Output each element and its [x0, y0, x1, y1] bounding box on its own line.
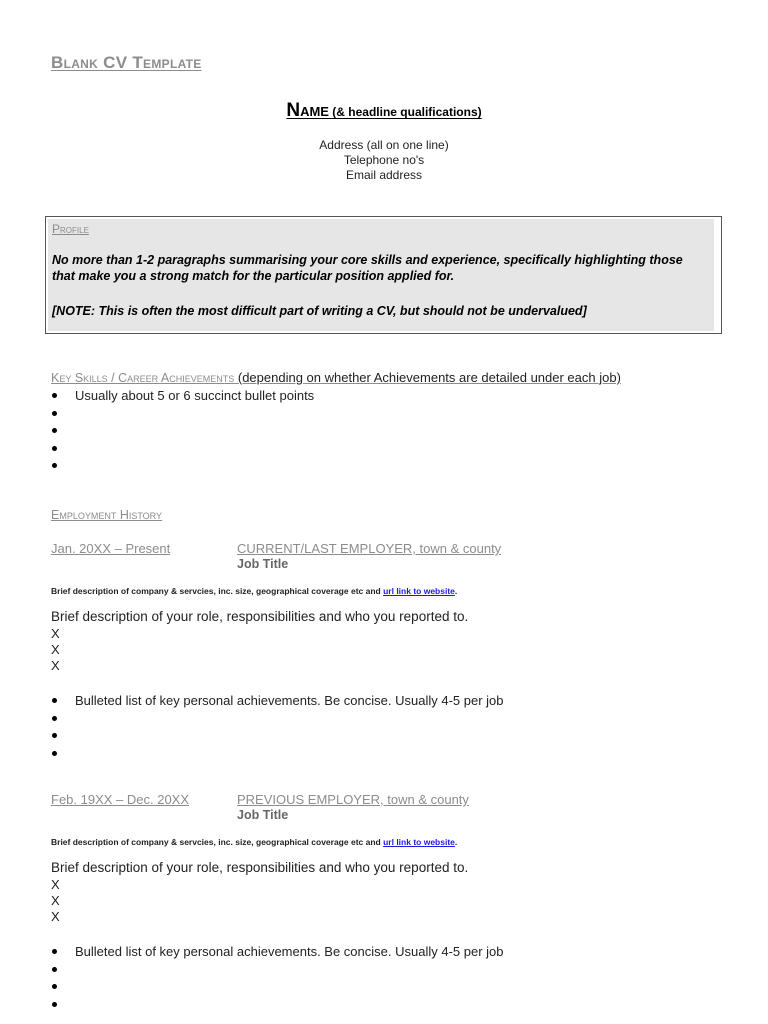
achievements-list: [51, 943, 504, 1013]
contact-email: Email address: [345, 168, 423, 182]
key-skills-label: Key Skills / Career Achievements: [51, 371, 235, 385]
list-item: X: [51, 877, 60, 892]
profile-heading: Profile: [52, 222, 89, 236]
bullet-icon: [52, 411, 57, 416]
key-skills-note: (depending on whether Achievements are detailed under each job): [234, 370, 621, 385]
role-description: Brief description of your role, responsibilities and who you reported to.: [51, 860, 469, 875]
document-title: Blank CV Template: [51, 53, 202, 72]
name-heading: [0, 100, 768, 122]
job-title: Job Title: [237, 557, 289, 571]
key-skills-list: [51, 387, 314, 475]
x-list: [51, 877, 60, 925]
list-item: X: [51, 642, 60, 657]
profile-note: [NOTE: This is often the most difficult part of writing a CV, but should not be undervalued]: [52, 304, 587, 318]
list-item: [51, 978, 504, 996]
list-item: X: [51, 893, 60, 908]
bullet-icon: [52, 393, 57, 398]
list-item: [51, 422, 314, 440]
list-item: [51, 961, 504, 979]
list-item: X: [51, 658, 60, 673]
website-link[interactable]: url link to website: [383, 586, 455, 596]
headline-qualifications: (& headline qualifications): [328, 105, 482, 119]
list-item: [51, 710, 504, 728]
list-item: Usually about 5 or 6 succinct bullet points: [51, 387, 314, 405]
list-item: [51, 457, 314, 475]
x-list: [51, 626, 60, 674]
bullet-icon: [52, 967, 57, 972]
list-item: Bulleted list of key personal achievements. Be concise. Usually 4-5 per job: [51, 943, 504, 961]
job-employer: CURRENT/LAST EMPLOYER, town & county: [237, 541, 502, 556]
bullet-icon: [52, 984, 57, 989]
job-employer: PREVIOUS EMPLOYER, town & county: [237, 792, 469, 807]
bullet-icon: [52, 463, 57, 468]
key-skills-heading: [51, 370, 621, 385]
role-description: Brief description of your role, responsibilities and who you reported to.: [51, 609, 469, 624]
list-item: [51, 745, 504, 763]
contact-details: [0, 138, 768, 183]
employment-history-heading: Employment History: [51, 508, 163, 522]
achievements-list: [51, 692, 504, 762]
profile-shading: [48, 219, 714, 331]
company-description: Brief description of company & servcies, inc. size, geographical coverage etc and url link to website.: [51, 586, 458, 596]
list-item: X: [51, 626, 60, 641]
list-item: [51, 727, 504, 745]
job-dates: Jan. 20XX – Present: [51, 541, 171, 556]
bullet-icon: [52, 446, 57, 451]
contact-telephone: Telephone no's: [343, 153, 425, 167]
list-item: [51, 405, 314, 423]
profile-box: [45, 216, 722, 334]
company-description: Brief description of company & servcies, inc. size, geographical coverage etc and url link to website.: [51, 837, 458, 847]
job-title: Job Title: [237, 808, 289, 822]
contact-address: Address (all on one line): [319, 138, 449, 152]
list-item: [51, 440, 314, 458]
bullet-icon: [52, 751, 57, 756]
bullet-icon: [52, 716, 57, 721]
name-label: Name: [286, 100, 329, 121]
name-block: [0, 100, 768, 183]
profile-summary: No more than 1-2 paragraphs summarising your core skills and experience, specifically highlighting those that make you a strong match for the particular position applied for.: [52, 253, 683, 283]
list-item: [51, 996, 504, 1014]
list-item: X: [51, 909, 60, 924]
job-dates: Feb. 19XX – Dec. 20XX: [51, 792, 190, 807]
bullet-icon: [52, 698, 57, 703]
bullet-icon: [52, 733, 57, 738]
bullet-icon: [52, 428, 57, 433]
bullet-icon: [52, 949, 57, 954]
website-link[interactable]: url link to website: [383, 837, 455, 847]
bullet-icon: [52, 1002, 57, 1007]
list-item: Bulleted list of key personal achievements. Be concise. Usually 4-5 per job: [51, 692, 504, 710]
